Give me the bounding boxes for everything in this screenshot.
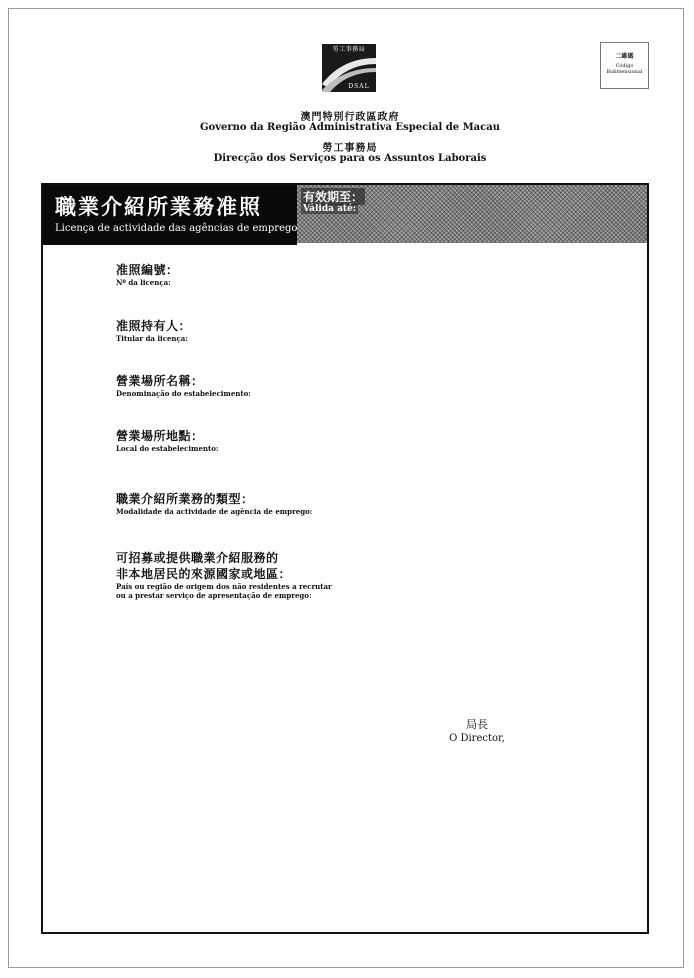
code-box-label-cn: 二維碼: [615, 53, 634, 60]
field-label-pt: Nº da licença:: [116, 278, 171, 287]
field-label-cn-line2: 非本地居民的來源國家或地區：: [116, 567, 292, 581]
licence-title-pt: Licença de actividade das agências de emprego: [55, 223, 298, 234]
code-box-label-pt: Código Bidimensional: [606, 63, 643, 75]
field-label-cn: 營業場所名稱：: [116, 374, 204, 388]
code-box: [600, 42, 649, 89]
field-label-pt-line2: ou a prestar serviço de apresentação de emprego:: [116, 591, 312, 600]
logo-bottom-text: DSAL: [348, 83, 370, 90]
field-establishment-location: [116, 428, 218, 453]
field-label-pt: Local do estabelecimento:: [116, 444, 219, 453]
logo-top-text: 勞工事務局: [332, 46, 366, 53]
field-label-pt: Titular da licença:: [116, 334, 188, 343]
field-label-cn-line1: 可招募或提供職業介紹服務的: [116, 551, 279, 565]
signature-title-cn: 局長: [466, 718, 488, 731]
department-name-pt: Direcção dos Serviços para os Assuntos Laborais: [213, 153, 487, 164]
field-label-pt-line1: País ou região de origem dos não residentes a recrutar: [116, 582, 332, 591]
department-name-cn: 勞工事務局: [322, 143, 378, 154]
signature-title-pt: O Director,: [449, 733, 505, 744]
field-licence-number: [116, 262, 179, 287]
government-name-pt: Governo da Região Administrativa Especial de Macau: [200, 122, 500, 133]
validity-panel: [297, 185, 647, 243]
field-licence-holder: [116, 318, 191, 343]
field-label-pt: Denominação do estabelecimento:: [116, 389, 251, 398]
field-establishment-name: [116, 373, 251, 398]
field-activity-type: [116, 491, 312, 516]
field-label-cn: 職業介紹所業務的類型：: [116, 492, 254, 506]
validity-label-cn: 有效期至：: [303, 190, 364, 204]
validity-label-pt: Válida até:: [303, 204, 357, 214]
licence-title-banner: [43, 185, 297, 245]
government-name-cn: 澳門特別行政區政府: [300, 112, 400, 123]
field-label-cn: 准照編號：: [116, 263, 179, 277]
dsal-logo: [322, 44, 376, 92]
licence-title-cn: 職業介紹所業務准照: [55, 194, 262, 219]
field-label-pt: Modalidade da actividade de agência de emprego:: [116, 507, 313, 516]
field-origin-countries: [116, 550, 332, 600]
field-label-cn: 營業場所地點：: [116, 429, 204, 443]
field-label-cn: 准照持有人：: [116, 319, 192, 333]
